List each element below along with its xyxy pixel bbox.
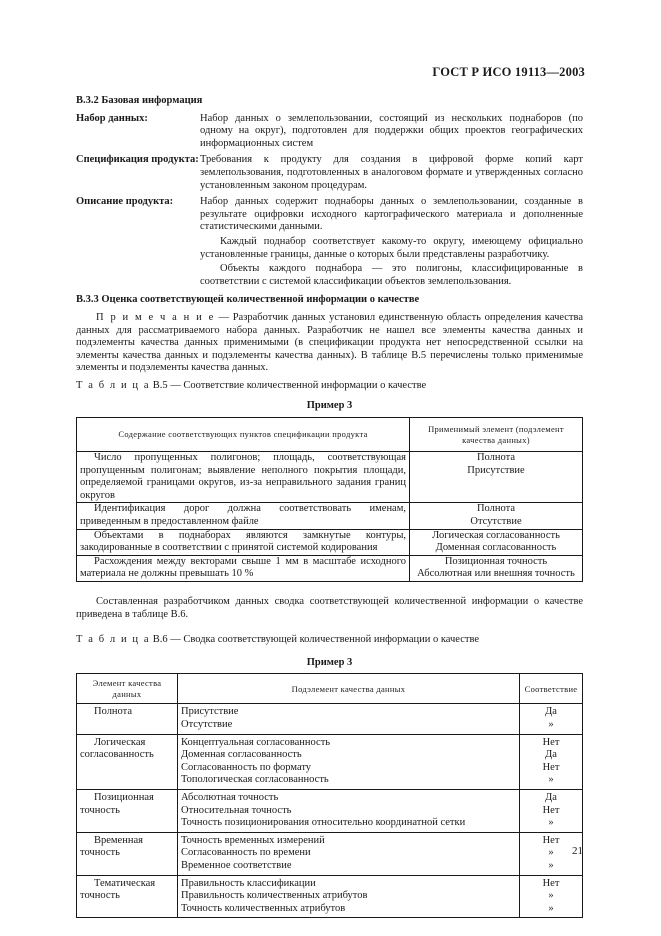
conformance-value: » xyxy=(548,890,554,902)
table-row xyxy=(77,503,583,529)
applicable-element-cell xyxy=(410,555,583,581)
note-label: П р и м е ч а н и е xyxy=(96,311,215,323)
quality-subelement: Топологическая согласованность xyxy=(181,774,329,786)
definition-body xyxy=(200,113,583,151)
table-b6-example: Пример 3 xyxy=(306,656,353,668)
applicable-element: Полнота xyxy=(476,452,516,464)
quality-subelement: Правильность количественных атрибутов xyxy=(181,890,368,902)
document-code: ГОСТ Р ИСО 19113—2003 xyxy=(432,65,585,79)
quality-subelement: Точность временных измерений xyxy=(181,834,325,846)
definition-term: Набор данных: xyxy=(76,112,148,124)
conformance-cell xyxy=(520,704,583,734)
quality-element-cell: Тематическая точность xyxy=(77,875,178,918)
quality-subelement: Отсутствие xyxy=(181,718,233,730)
applicable-element: Присутствие xyxy=(467,464,525,476)
conformance-value: » xyxy=(548,774,554,786)
definition-body xyxy=(200,196,583,288)
conformance-cell xyxy=(520,875,583,918)
conformance-value: Нет xyxy=(542,834,560,846)
conformance-value: Да xyxy=(545,749,557,761)
definition-paragraph: Каждый поднабор соответствует какому-то округу, имеющему официально установленные границы, данные о которых были представлены разработчику. xyxy=(200,235,583,260)
summary-paragraph: Составленная разработчиком данных сводка соответствующей количественной информации о качестве приведена в таблице B.6. xyxy=(76,596,583,620)
spec-content-cell: Объектами в поднаборах являются замкнутые контуры, закодированные в соответствии с принятой системой кодирования xyxy=(77,529,410,555)
section-b33-heading: B.3.3 Оценка соответствующей количественной информации о качестве xyxy=(76,294,420,306)
applicable-element-cell xyxy=(410,503,583,529)
quality-subelement-cell xyxy=(178,704,520,734)
quality-subelement: Концептуальная согласованность xyxy=(181,736,331,748)
definition-row xyxy=(76,113,583,151)
conformance-value: » xyxy=(548,902,554,914)
quality-element-cell: Временная точность xyxy=(77,832,178,875)
table-row xyxy=(77,555,583,581)
spec-content-cell: Расхождения между векторами свыше 1 мм в масштабе исходного материала не должны превышать 10 % xyxy=(77,555,410,581)
applicable-element-cell xyxy=(410,452,583,503)
applicable-element: Логическая согласованность xyxy=(432,529,560,541)
conformance-value: Нет xyxy=(542,877,560,889)
conformance-value: » xyxy=(548,718,554,730)
table-row xyxy=(77,875,583,918)
quality-subelement-cell xyxy=(178,789,520,832)
note-text: — Разработчик данных установил единственную область определения качества данных для рассматриваемого набора данных. Разработчик не нашел все элементы качества данных и подэлементы качества данных применимыми (в спецификации продукта нет непосредственной ссылки на элементы качества данных и подэлементы качества данных). В таблице B.5 перечислены только применимые элементы и подэлементы качества данных. xyxy=(76,311,584,374)
conformance-value: Нет xyxy=(542,761,560,773)
table-b5-header-element: Применимый элемент (подэлемент качества данных) xyxy=(410,418,583,452)
table-b5-caption xyxy=(76,380,583,393)
definition-row xyxy=(76,154,583,192)
quality-subelement: Доменная согласованность xyxy=(181,749,302,761)
table-b6-header-subelement: Подэлемент качества данных xyxy=(178,674,520,704)
definition-paragraph: Объекты каждого поднабора — это полигоны, классифицированные в соответствии с системой классификации объектов землепользования. xyxy=(200,263,583,287)
table-row xyxy=(77,529,583,555)
table-row xyxy=(77,734,583,789)
table-b6-header-conformance: Соответствие xyxy=(520,674,583,704)
quality-subelement: Правильность классификации xyxy=(181,877,316,889)
definition-row xyxy=(76,196,583,288)
conformance-cell xyxy=(520,734,583,789)
table-b5-header-content: Содержание соответствующих пунктов спецификации продукта xyxy=(77,418,410,452)
section-b32-heading: B.3.2 Базовая информация xyxy=(76,95,203,106)
applicable-element: Доменная согласованность xyxy=(435,542,557,554)
quality-subelement: Абсолютная точность xyxy=(181,791,279,803)
table-b5-example: Пример 3 xyxy=(306,400,353,412)
conformance-value: Нет xyxy=(542,804,560,816)
quality-subelement-cell xyxy=(178,734,520,789)
table-b6 xyxy=(76,673,583,918)
quality-element-cell: Полнота xyxy=(77,704,178,734)
quality-subelement-cell xyxy=(178,832,520,875)
table-b6-caption-label: Т а б л и ц а xyxy=(76,634,151,646)
quality-subelement: Временное соответствие xyxy=(181,859,292,871)
applicable-element: Полнота xyxy=(476,503,516,515)
applicable-element: Позиционная точность xyxy=(444,555,548,567)
table-b6-header-element: Элемент качества данных xyxy=(77,674,178,704)
conformance-value: » xyxy=(548,817,554,829)
quality-element-cell: Позиционная точность xyxy=(77,789,178,832)
definition-term: Спецификация продукта: xyxy=(76,154,199,166)
definition-body xyxy=(200,154,583,192)
table-b6-caption-text: B.6 — Сводка соответствующей количественной информации о качестве xyxy=(150,634,480,646)
spec-content-cell: Число пропущенных полигонов; площадь, соответствующая пропущенным полигонам; выявление неполного покрытия площади, определяемой границами округов, из-за неправильного задания границ округов xyxy=(77,452,410,503)
table-b6-caption xyxy=(76,634,583,647)
table-row xyxy=(77,789,583,832)
table-b5 xyxy=(76,417,583,582)
quality-subelement: Точность позиционирования относительно координатной сетки xyxy=(181,817,466,829)
page-number: 21 xyxy=(572,845,583,857)
definition-term: Описание продукта: xyxy=(76,196,174,208)
conformance-value: Да xyxy=(545,706,557,718)
spec-content-cell: Идентификация дорог должна соответствовать именам, приведенным в предоставленном файле xyxy=(77,503,410,529)
quality-subelement: Согласованность по формату xyxy=(181,761,312,773)
table-row xyxy=(77,832,583,875)
quality-subelement-cell xyxy=(178,875,520,918)
table-b5-caption-label: Т а б л и ц а xyxy=(76,379,151,391)
conformance-value: Да xyxy=(545,791,557,803)
definition-paragraph: Набор данных содержит поднаборы данных о землепользовании, созданные в результате оцифровки исходного картографического материала и дополненные статистическими данными. xyxy=(200,196,583,233)
quality-subelement: Согласованность по времени xyxy=(181,847,311,859)
quality-subelement: Точность количественных атрибутов xyxy=(181,902,346,914)
table-row xyxy=(77,452,583,503)
conformance-value: Нет xyxy=(542,736,560,748)
quality-subelement: Присутствие xyxy=(181,706,239,718)
conformance-value: » xyxy=(548,859,554,871)
applicable-element: Абсолютная или внешняя точность xyxy=(417,568,575,580)
definition-paragraph: Требования к продукту для создания в цифровой форме копий карт землепользования, подготовленных в аналоговом формате и утвержденных согласно установленным законом процедурам. xyxy=(200,154,583,191)
basic-info-definitions xyxy=(76,113,583,289)
applicable-element-cell xyxy=(410,529,583,555)
page-content xyxy=(76,95,583,918)
quality-element-cell: Логическая согласованность xyxy=(77,734,178,789)
definition-paragraph: Набор данных о землепользовании, состоящий из нескольких поднаборов (по одному на округ), подготовлен для поддержки общих проектов географических информационных систем xyxy=(200,112,583,149)
quality-subelement: Относительная точность xyxy=(181,804,292,816)
conformance-value: » xyxy=(548,847,554,859)
table-b5-caption-text: B.5 — Соответствие количественной информации о качестве xyxy=(150,379,427,391)
applicable-element: Отсутствие xyxy=(470,516,522,528)
table-row xyxy=(77,704,583,734)
conformance-cell xyxy=(520,789,583,832)
note-paragraph xyxy=(76,312,583,375)
